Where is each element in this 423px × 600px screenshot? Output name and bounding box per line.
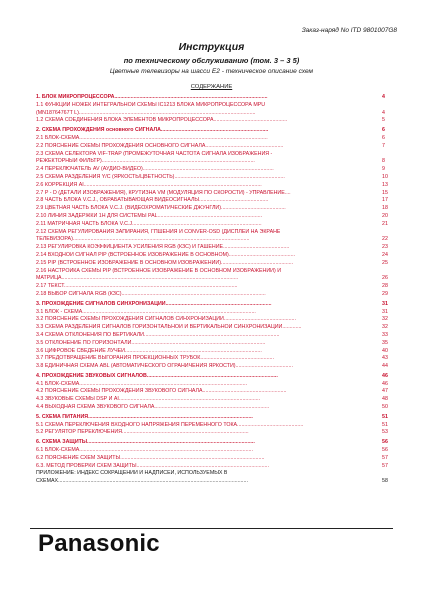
toc-entry — [36, 174, 392, 182]
toc-entry — [36, 324, 392, 332]
toc-entry — [36, 268, 392, 276]
toc-entry-label: 2.18 ВЫБОР СИГНАЛА RGB (КЗС).................................................................................................. — [36, 290, 266, 297]
toc-entry — [36, 316, 392, 324]
toc-page-number: 17 — [382, 197, 388, 204]
toc-entry — [36, 470, 392, 478]
toc-entry-label: 3.2 ПОЯСНЕНИЕ СХЕМЫ ПРОХОЖДЕНИЯ СИГНАЛОВ СИНХРОНИЗАЦИИ................................................. — [36, 316, 296, 323]
toc-entry — [36, 422, 392, 430]
document-title: Инструкция — [178, 41, 245, 53]
toc-entry — [36, 332, 392, 340]
toc-entry-label: (MN18764767T L)........................................................................................................................ — [36, 109, 256, 116]
toc-entry — [36, 244, 392, 252]
toc-entry — [36, 463, 392, 471]
toc-entry-label: 3.7 ПРЕДОТВРАЩЕНИЕ ВЫГОРАНИЯ ПРОЕКЦИОННЫХ ТРУБОК.................................................. — [36, 355, 274, 362]
brand-logo: Panasonic — [38, 530, 160, 557]
toc-entry-label: 6.2 ПОЯСНЕНИЕ СХЕМ ЗАЩИТЫ.................................................................................................. — [36, 454, 265, 461]
toc-page-number: 48 — [382, 396, 388, 403]
toc-entry-label: 1. БЛОК МИКРОПРОЦЕССОРА........................................................................................................ — [36, 94, 268, 100]
toc-entry — [36, 205, 392, 213]
toc-entry-label: 1.1 ФУНКЦИИ НОЖЕК ИНТЕГРАЛЬНОЙ СХЕМЫ IC1213 БЛОКА МИКРОПРОЦЕССОРА MPU — [36, 101, 266, 108]
toc-entry-label: 4.3 ЗВУКОВЫЕ СХЕМЫ DSP И AI................................................................................................ — [36, 396, 261, 403]
toc-page-number: 56 — [382, 447, 388, 454]
toc-page-number: 18 — [382, 205, 388, 212]
toc-page-number: 8 — [382, 158, 385, 165]
document-subtitle: по техническому обслуживанию (том. 3 – 3 5) — [123, 56, 300, 65]
toc-page-number: 46 — [382, 372, 388, 379]
toc-entry-label: ТЕЛЕВИЗОРА)........................................................................................................................ — [36, 236, 250, 243]
toc-page-number: 22 — [382, 236, 388, 243]
toc-entry-label: 2.17 ТЕКСТ...................................................................................................................... — [36, 283, 238, 290]
toc-page-number: 6 — [382, 127, 385, 134]
toc-entry — [36, 283, 392, 291]
toc-page-number: 5 — [382, 117, 385, 124]
toc-entry-label: 5.1 СХЕМА ПЕРЕКЛЮЧЕНИЯ ВХОДНОГО НАПРЯЖЕНИЯ ПЕРЕМЕННОГО ТОКА............................................. — [36, 421, 304, 428]
toc-entry-label: 2.3 СХЕМА СЕЛЕКТОРА VIF-TRAP (ПРОМЕЖУТОЧНАЯ ЧАСТОТА СИГНАЛА ИЗОБРАЖЕНИЯ - — [36, 150, 273, 157]
toc-page-number: 46 — [382, 380, 388, 387]
toc-page-number: 47 — [382, 388, 388, 395]
toc-heading: СОДЕРЖАНИЕ — [190, 84, 233, 90]
toc-section — [36, 373, 392, 381]
toc-entry — [36, 236, 392, 244]
toc-entry-label: 3.1 БЛОК - СХЕМА...................................................................................................................... — [36, 308, 256, 315]
toc-entry-label: 2.13 РЕГУЛИРОВКА КОЭФФИЦИЕНТА УСИЛЕНИЯ RGB (КЗС) И ГАШЕНИЕ............................................. — [36, 244, 290, 251]
toc-entry-label: 6. СХЕМА ЗАЩИТЫ.................................................................................................................. — [36, 439, 255, 446]
toc-entry — [36, 260, 392, 268]
toc-entry — [36, 455, 392, 463]
toc-entry-label: 3.6 ЦИФРОВОЕ СВЕДЕНИЕ ЛУЧЕЙ............................................................................................. — [36, 347, 262, 354]
toc-entry-label: 5.2 РЕГУЛЯТОР ПЕРЕКЛЮЧЕНИЯ...................................................................................... — [36, 429, 249, 436]
document-description: Цветные телевизоры на шасси E2 - техническое описание схем — [109, 68, 314, 75]
toc-entry-label: 2.6 КОРРЕКЦИЯ AI......................................................................................................................... — [36, 181, 262, 188]
toc-page-number: 57 — [382, 462, 388, 469]
toc-entry — [36, 158, 392, 166]
toc-page-number: 9 — [382, 166, 385, 173]
toc-entry-label: 3.4 СХЕМА ОТКЛОНЕНИЯ ПО ВЕРТИКАЛИ............................................................................................ — [36, 331, 280, 338]
toc-page-number: 4 — [382, 109, 385, 116]
toc-section — [36, 439, 392, 447]
toc-entry — [36, 396, 392, 404]
toc-section — [36, 94, 392, 102]
toc-entry-label: 5. СХЕМА ПИТАНИЯ................................................................................................................ — [36, 413, 253, 420]
toc-entry — [36, 348, 392, 356]
toc-entry-label: 4.2 ПОЯСНЕНИЕ СХЕМЫ ПРОХОЖДЕНИЯ ЗВУКОВОГО СИГНАЛА......................................................... — [36, 388, 287, 395]
toc-entry-label: 4.4 ВЫХОДНАЯ СХЕМА ЗВУКОВОГО СИГНАЛА.............................................................................. — [36, 404, 270, 411]
toc-page-number: 31 — [382, 308, 388, 315]
toc-page-number: 57 — [382, 454, 388, 461]
toc-page-number: 10 — [382, 173, 388, 180]
toc-section — [36, 301, 392, 309]
toc-entry — [36, 143, 392, 151]
toc-entry — [36, 388, 392, 396]
toc-entry-label: 4.1 БЛОК-СХЕМА.................................................................................................................. — [36, 380, 248, 387]
toc-entry-label: 2.16 НАСТРОЙКА СХЕМЫ PIP (ВСТРОЕННОЕ ИЗОБРАЖЕНИЕ В ОСНОВНОМ ИЗОБРАЖЕНИИ) И — [36, 267, 282, 274]
toc-page-number: 15 — [382, 189, 388, 196]
toc-page-number: 21 — [382, 220, 388, 227]
toc-entry — [36, 135, 392, 143]
toc-entry-label: 2.1 БЛОК-СХЕМА................................................................................................................................ — [36, 134, 268, 141]
toc-page-number: 50 — [382, 404, 388, 411]
toc-page-number: 32 — [382, 316, 388, 323]
toc-entry — [36, 447, 392, 455]
toc-entry — [36, 275, 392, 283]
toc-entry — [36, 197, 392, 205]
toc-entry-label: 2.9 ЦВЕТНАЯ ЧАСТЬ БЛОКА V.C.J. (ВИДЕОХРОМАТИЧЕСКИЕ ДЖУНГЛИ)............................................ — [36, 205, 286, 212]
toc-entry — [36, 404, 392, 412]
toc-page-number: 51 — [382, 413, 388, 420]
toc-entry — [36, 355, 392, 363]
toc-page-number: 26 — [382, 275, 388, 282]
toc-entry-label: 3.3 СХЕМА РАЗДЕЛЕНИЯ СИГНАЛОВ ГОРИЗОНТАЛЬНОЙ И ВЕРТИКАЛЬНОЙ СИНХРОНИЗАЦИИ............. — [36, 324, 302, 331]
toc-entry — [36, 110, 392, 118]
toc-page-number: 43 — [382, 355, 388, 362]
toc-page-number: 51 — [382, 421, 388, 428]
toc-entry-label: 2.4 ПЕРЕКЛЮЧАТЕЛЬ AV (АУДИО-ВИДЕО)......................................................................................... — [36, 166, 274, 173]
toc-entry-label: 4. ПРОХОЖДЕНИЕ ЗВУКОВЫХ СИГНАЛОВ......................................................................................... — [36, 372, 278, 379]
toc-entry-label: 2.15 PIP (ВСТРОЕННОЕ ИЗОБРАЖЕНИЕ В ОСНОВНОМ ИЗОБРАЖЕНИИ)................................................. — [36, 259, 294, 266]
toc-page-number: 6 — [382, 134, 385, 141]
toc-entry — [36, 213, 392, 221]
toc-entry — [36, 291, 392, 299]
toc-page-number: 44 — [382, 363, 388, 370]
toc-entry-label: МАТРИЦА........................................................................................................................ — [36, 275, 239, 282]
toc-section — [36, 414, 392, 422]
toc-entry-label: 3.8 ЕДИНИЧНАЯ СХЕМА ABL (АВТОМАТИЧЕСКОГО ОГРАНИЧЕНИЯ ЯРКОСТИ)....................................... — [36, 363, 293, 370]
toc-entry-label: 2.5 СХЕМА РАЗДЕЛЕНИЯ Y/C (ЯРКОСТЬ/ЦВЕТНОСТЬ)........................................................................... — [36, 173, 285, 180]
toc-page-number: 58 — [382, 478, 388, 485]
toc-entry-label: 2.2 ПОЯСНЕНИЕ СХЕМЫ ПРОХОЖДЕНИЯ ОСНОВНОГО СИГНАЛА..................................................... — [36, 142, 284, 149]
toc-page-number: 13 — [382, 181, 388, 188]
toc-entry-label: 2. СХЕМА ПРОХОЖДЕНИЯ основного СИГНАЛА......................................................................... — [36, 127, 269, 134]
toc-entry — [36, 381, 392, 389]
toc-entry — [36, 309, 392, 317]
toc-entry-label: 2.12 СХЕМА РЕГУЛИРОВАНИЯ ЗАПИРАНИЯ, ГПШЕНИЯ И CONVER-OSD (ДИСПЛЕЙ НА ЭКРАНЕ — [36, 228, 281, 235]
toc-entry — [36, 252, 392, 260]
toc-entry-label: ПРИЛОЖЕНИЕ: ИНДЕКС СОКРАЩЕНИЙ И НАДПИСЕЙ, ИСПОЛЬЗУЕМЫХ В — [36, 470, 228, 477]
toc-page-number: 35 — [382, 339, 388, 346]
toc-entry — [36, 182, 392, 190]
toc-page-number: 40 — [382, 347, 388, 354]
toc-entry-label: 2.8 ЧАСТЬ БЛОКА V.C.J., ОБРАБАТЫВАЮЩАЯ ВИДЕОСИГНАЛЫ............................................... — [36, 197, 269, 204]
toc-entry — [36, 117, 392, 125]
toc-entry-label: 6.3. МЕТОД ПРОВЕРКИ СХЕМ ЗАЩИТЫ.......................................................................................... — [36, 462, 269, 469]
toc-page-number: 23 — [382, 244, 388, 251]
toc-page-number: 29 — [382, 290, 388, 297]
toc-entry — [36, 151, 392, 159]
toc-entry-label: 6.1 БЛОК-СХЕМА...................................................................................................................... — [36, 447, 253, 454]
toc-entry — [36, 166, 392, 174]
table-of-contents — [36, 94, 392, 486]
toc-entry-label: 3. ПРОХОЖДЕНИЕ СИГНАЛОВ СИНХРОНИЗАЦИИ........................................................................ — [36, 300, 272, 307]
toc-entry — [36, 363, 392, 371]
toc-entry-label: 1.2 СХЕМА СОЕДИНЕНИЯ БЛОКА ЭЛЕМЕНТОВ МИКРОПРОЦЕССОРА.................................................. — [36, 117, 288, 124]
toc-page-number: 7 — [382, 142, 385, 149]
toc-page-number: 28 — [382, 283, 388, 290]
toc-entry-label: 3.5 ОТКЛОНЕНИЕ ПО ГОРИЗОНТАЛИ........................................................................................... — [36, 339, 266, 346]
toc-page-number: 25 — [382, 259, 388, 266]
toc-page-number: 4 — [382, 94, 385, 100]
toc-entry — [36, 478, 392, 486]
toc-entry-label: 2.7 P - D (ДЕТАЛИ ИЗОБРАЖЕНИЯ), КРУТИЗНА VM (МОДУЛЯЦИЯ ПО СКОРОСТИ) - УПРАВЛЕНИЕ.... — [36, 189, 291, 196]
toc-entry-label: 2.11 МАТРИЧНАЯ ЧАСТЬ БЛОКА V.C.J........................................................................................ — [36, 220, 262, 227]
toc-entry — [36, 102, 392, 110]
toc-page-number: 33 — [382, 331, 388, 338]
toc-page-number: 24 — [382, 251, 388, 258]
toc-entry-label: 2.10 ЛИНИЯ ЗАДЕРЖКИ 1H ДЛЯ СИСТЕМЫ PAL....................................................................... — [36, 212, 263, 219]
toc-entry — [36, 221, 392, 229]
toc-page-number: 20 — [382, 212, 388, 219]
order-number: Заказ-наряд No ITD 9801007G8 — [301, 27, 397, 34]
toc-entry-label: 2.14 ВХОДНОЙ СИГНАЛ PIP (ВСТРОЕННОЕ ИЗОБРАЖЕНИЕ В ОСНОВНОМ)............................................. — [36, 251, 296, 258]
toc-section — [36, 127, 392, 135]
toc-page-number: 32 — [382, 324, 388, 331]
toc-entry — [36, 229, 392, 237]
toc-entry — [36, 429, 392, 437]
toc-entry-label: СХЕМАХ................................................................................................................................. — [36, 478, 248, 485]
toc-entry-label: РЕЖЕКТОРНЫЙ ФИЛЬТР)........................................................................................................ — [36, 158, 255, 165]
toc-page-number: 56 — [382, 439, 388, 446]
toc-entry — [36, 190, 392, 198]
toc-page-number: 53 — [382, 429, 388, 436]
toc-page-number: 31 — [382, 300, 388, 307]
toc-entry — [36, 340, 392, 348]
footer-divider — [30, 528, 393, 529]
